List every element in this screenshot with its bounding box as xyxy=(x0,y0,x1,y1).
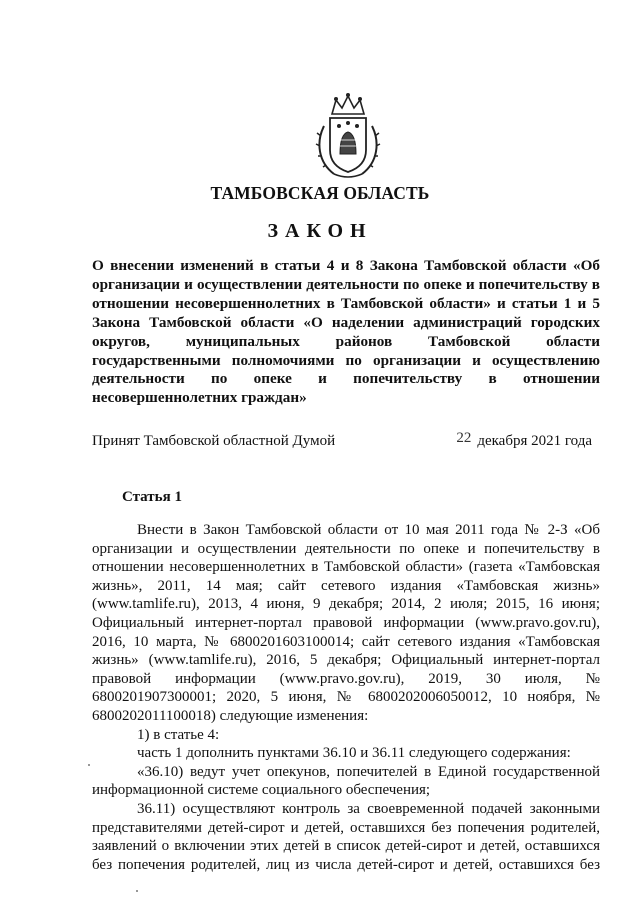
scan-speck xyxy=(88,764,90,766)
tambov-coat-of-arms-icon xyxy=(312,92,384,180)
paragraph: 36.11) осуществляют контроль за своевременной подачей законными представителями детей-сирот и детей, оставшихся без попечения родителей, заявлений о включении этих детей в список детей-сирот и детей, оставшихся без попечения родителей, лиц из числа детей-сирот и детей, оставшихся без xyxy=(92,800,600,873)
paragraph: «36.10) ведут учет опекунов, попечителей в Единой государственной информационной системе социального обеспечения; xyxy=(92,763,600,799)
law-title: О внесении изменений в статьи 4 и 8 Закона Тамбовской области «Об организации и осуществлении деятельности по опеке и попечительству в отношении несовершеннолетних в Тамбовской области» и статьи 1 и 5 Закона Тамбовской области «О наделении администраций городских округов, муниципальных районов Тамбовской области государственными полномочиями по организации и осуществлению деятельности по опеке и попечительству в отношении несовершеннолетних граждан» xyxy=(92,257,600,407)
adopted-by: Принят Тамбовской областной Думой xyxy=(92,433,336,449)
adoption-date xyxy=(456,430,592,450)
paragraph: 1) в статье 4: xyxy=(137,726,220,743)
adoption-month-year: декабря 2021 года xyxy=(477,433,592,449)
adoption-line xyxy=(92,430,600,453)
paragraph: Внести в Закон Тамбовской области от 10 мая 2011 года № 2-З «Об организации и осуществлении деятельности по опеке и попечительству в отношении несовершеннолетних в Тамбовской области» (газета «Тамбовская жизнь», 2011, 14 мая; сайт сетевого издания «Тамбовская жизнь» (www.tamlife.ru), 2013, 4 июня, 9 декабря; 2014, 2 июля; 2015, 16 июня; Официальный интернет-портал правовой информации (www.pravo.gov.ru), 2016, 10 марта, № 6800201603100014; сайт сетевого издания «Тамбовская жизнь» (www.tamlife.ru), 2016, 5 декабря; Официальный интернет-портал правовой информации (www.pravo.gov.ru), 2019, 30 июля, № 6800201907300001; 2020, 5 июня, № 6800202006050012, 10 ноября, № 6800202011100018) следующие изменения: xyxy=(92,522,600,724)
region-name: ТАМБОВСКАЯ ОБЛАСТЬ xyxy=(210,183,430,203)
paragraph: часть 1 дополнить пунктами 36.10 и 36.11 следующего содержания: xyxy=(137,745,571,762)
document-type: ЗАКОН xyxy=(267,220,373,242)
article-body xyxy=(92,521,600,874)
article-heading: Статья 1 xyxy=(122,489,182,505)
adoption-day: 22 xyxy=(456,430,472,446)
scan-speck xyxy=(136,890,138,892)
